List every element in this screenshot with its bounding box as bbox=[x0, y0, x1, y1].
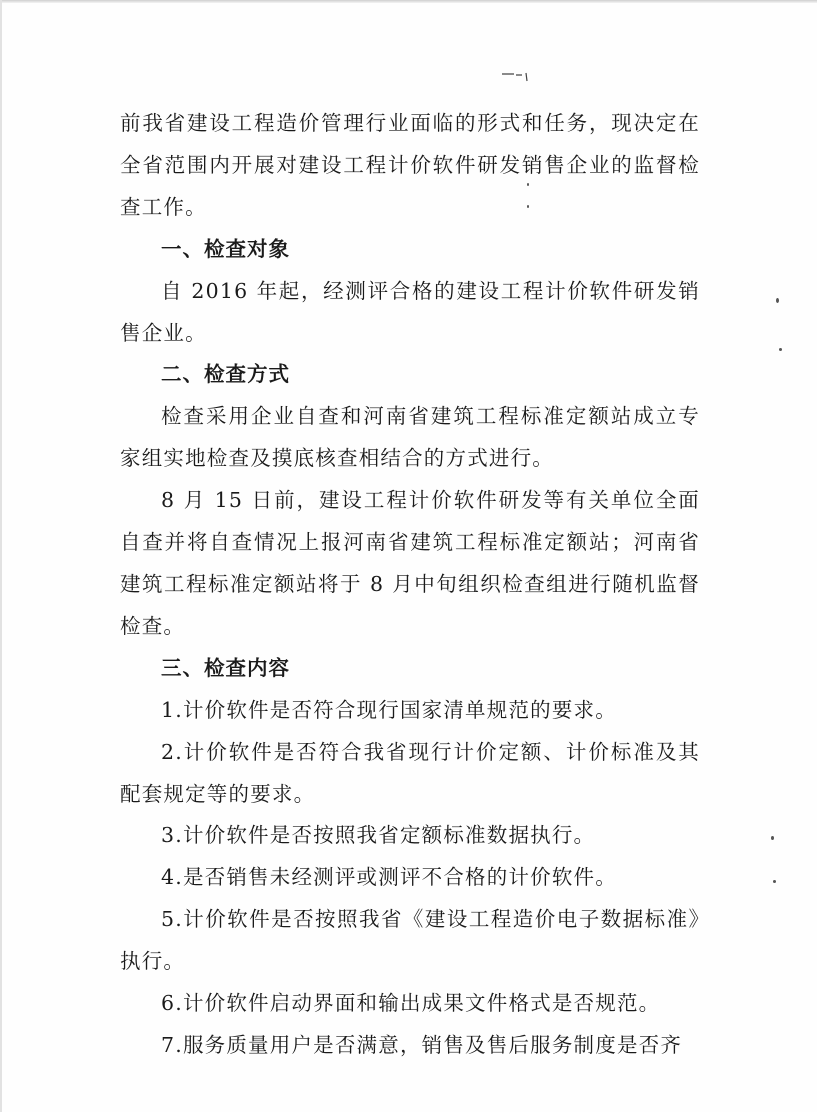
list-item: 4.是否销售未经测评或测评不合格的计价软件。 bbox=[161, 865, 617, 890]
scan-speck bbox=[779, 348, 782, 351]
scan-left-edge bbox=[0, 0, 2, 1112]
paragraph: 自 2016 年起，经测评合格的建设工程计价软件研发销售企业。 bbox=[120, 278, 700, 345]
paragraph: 前我省建设工程造价管理行业面临的形式和任务，现决定在全省范围内开展对建设工程计价软件研发销售企业的监督检查工作。 bbox=[120, 111, 700, 219]
scan-speck bbox=[771, 836, 774, 840]
list-item: 1.计价软件是否符合现行国家清单规范的要求。 bbox=[161, 697, 617, 722]
list-item: 5.计价软件是否按照我省《建设工程造价电子数据标准》执行。 bbox=[120, 907, 700, 974]
section-heading: 二、检查方式 bbox=[161, 362, 290, 387]
paragraph: 检查采用企业自查和河南省建筑工程标准定额站成立专家组实地检查及摸底核查相结合的方式进行。 bbox=[120, 404, 700, 471]
list-item: 2.计价软件是否符合我省现行计价定额、计价标准及其配套规定等的要求。 bbox=[120, 739, 700, 806]
scan-speck bbox=[773, 880, 776, 883]
scan-speck bbox=[776, 298, 779, 303]
scan-top-edge bbox=[0, 0, 817, 3]
paragraph: 8 月 15 日前，建设工程计价软件研发等有关单位全面自查并将自查情况上报河南省建筑工程标准定额站；河南省建筑工程标准定额站将于 8 月中旬组织检查组进行随机监督检查。 bbox=[120, 488, 700, 638]
scan-mark bbox=[500, 72, 532, 82]
list-item: 6.计价软件启动界面和输出成果文件格式是否规范。 bbox=[161, 991, 661, 1016]
section-heading: 三、检查内容 bbox=[161, 655, 290, 680]
list-item: 7.服务质量用户是否满意，销售及售后服务制度是否齐 bbox=[161, 1032, 683, 1057]
section-heading: 一、检查对象 bbox=[161, 236, 290, 261]
document-body bbox=[120, 103, 700, 1067]
list-item: 3.计价软件是否按照我省定额标准数据执行。 bbox=[161, 823, 596, 848]
